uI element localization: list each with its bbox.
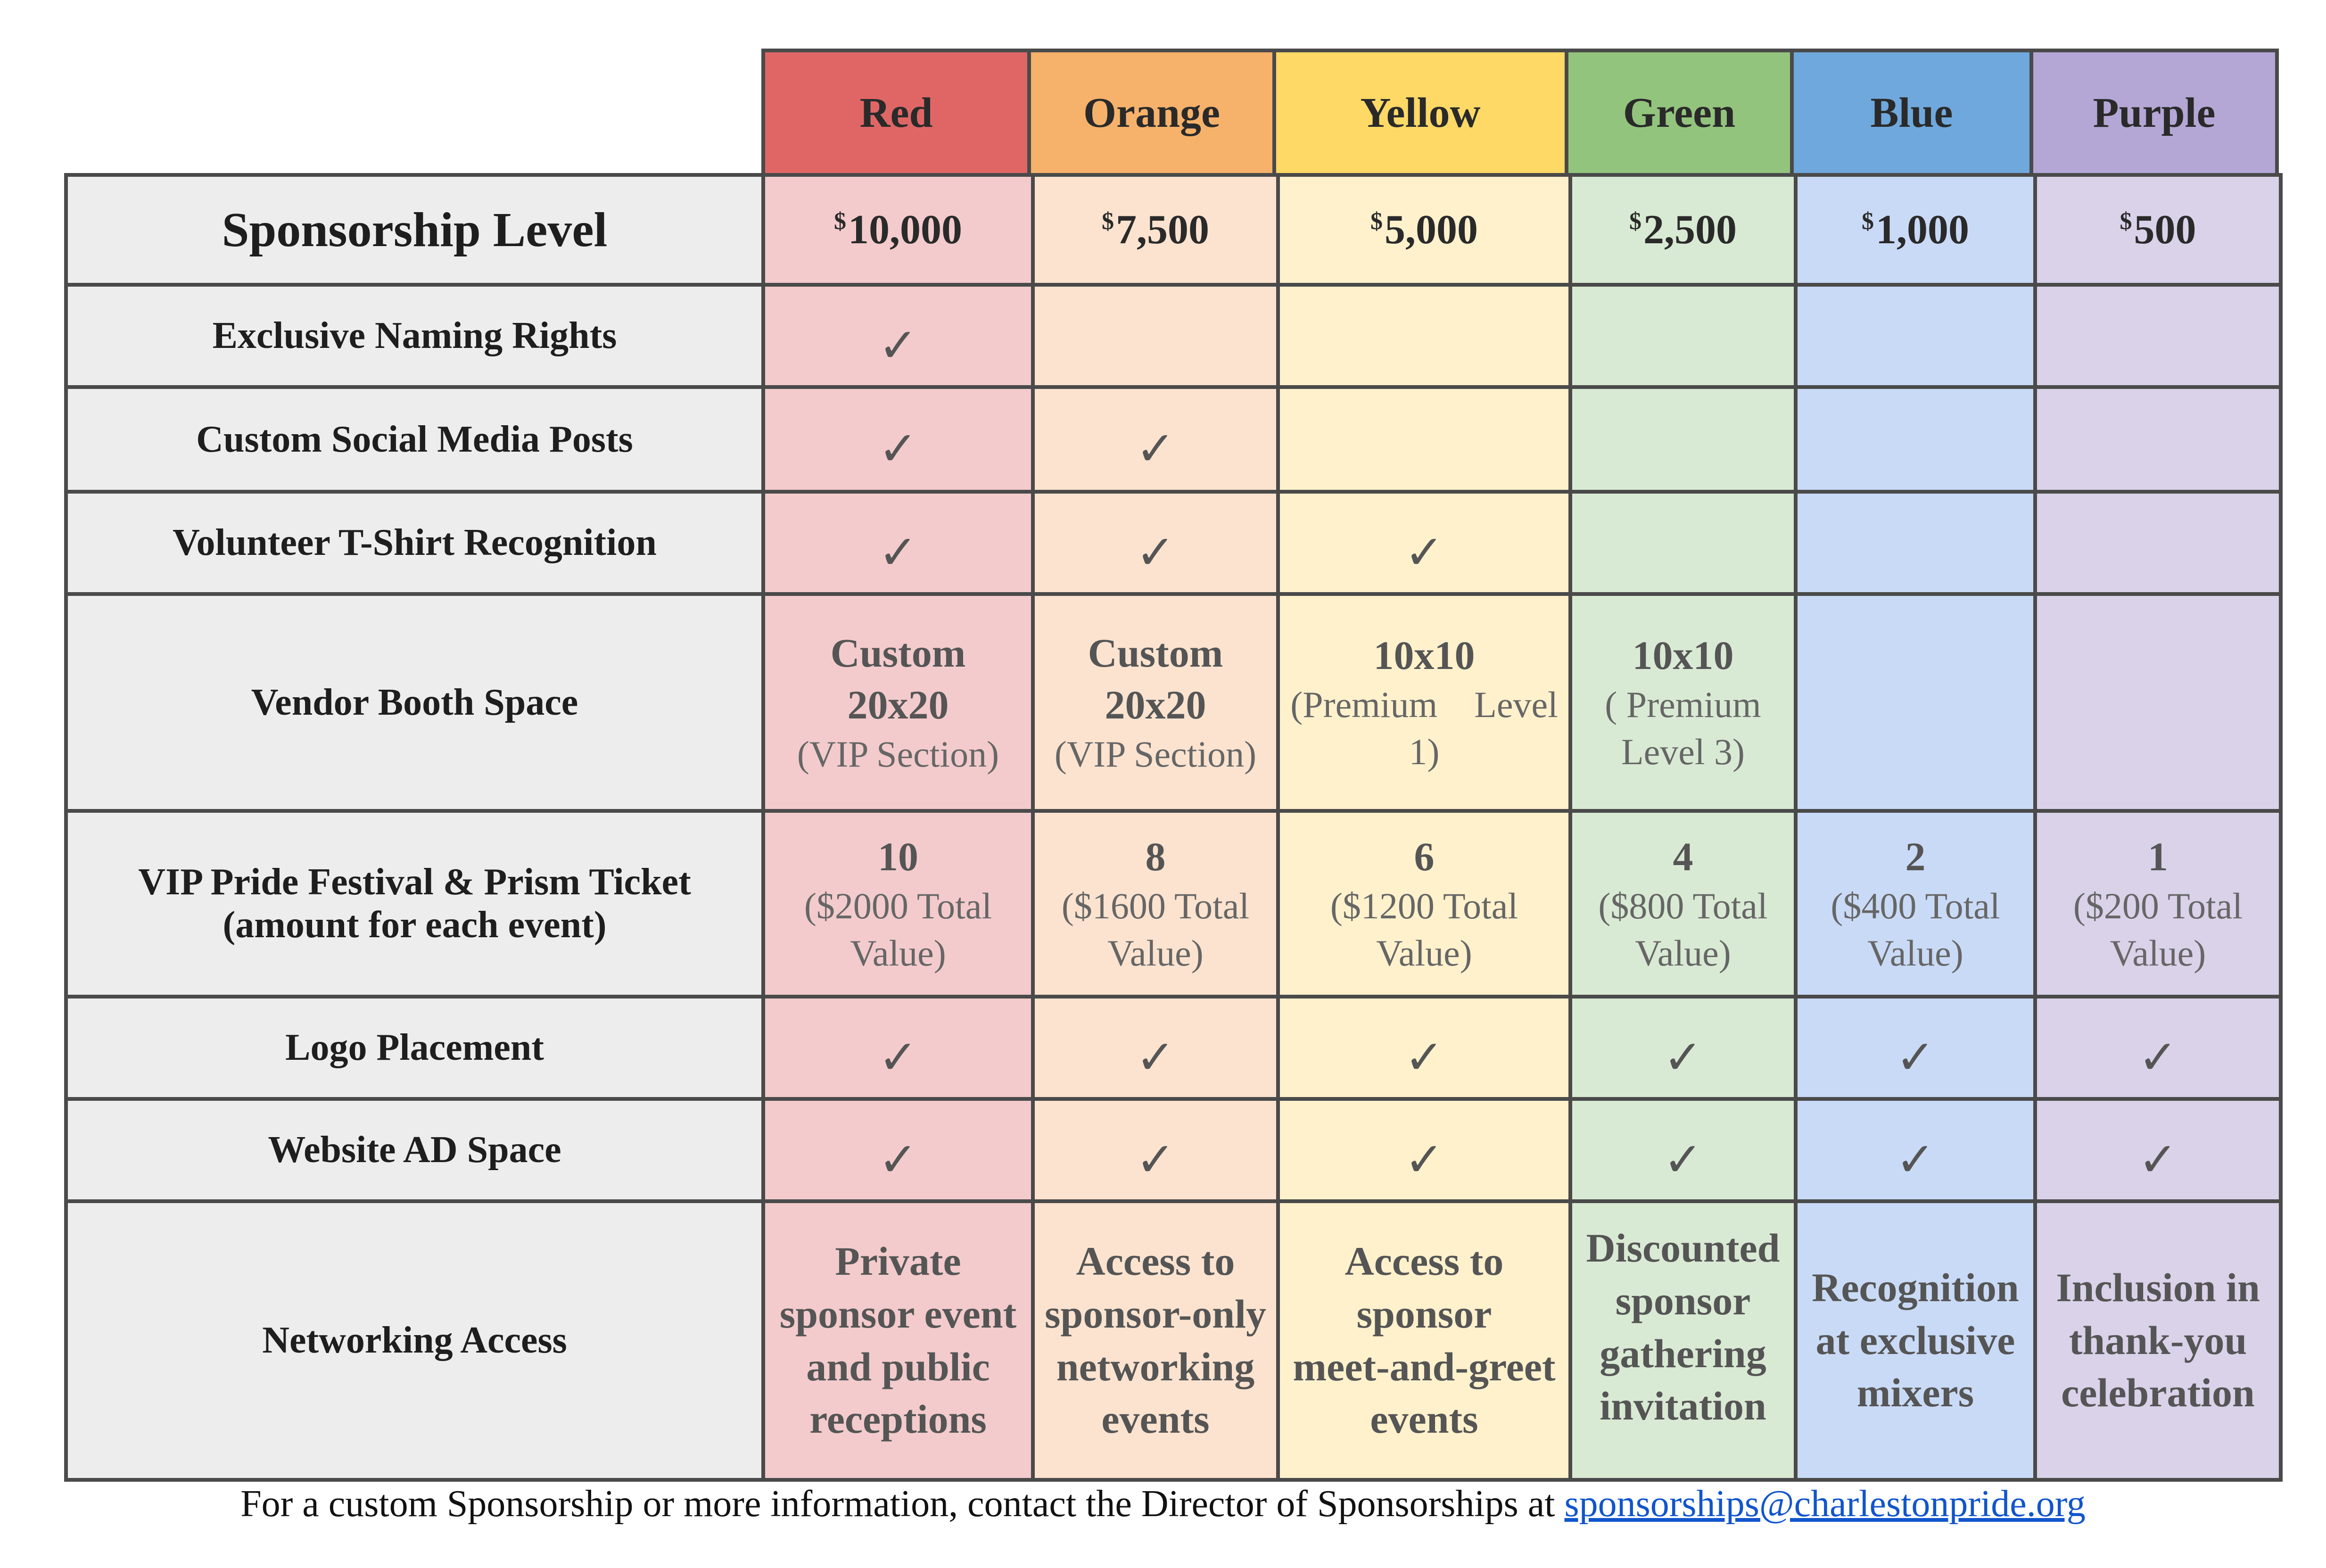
check-icon: ✓	[1404, 1029, 1444, 1085]
check-icon: ✓	[1404, 524, 1444, 580]
booth-green: 10x10 ( Premium Level 3)	[1570, 594, 1796, 811]
cell-website-purple	[2035, 1099, 2281, 1201]
cell-naming-orange	[1033, 285, 1278, 387]
cell-tshirt-red	[763, 492, 1033, 594]
check-icon: ✓	[878, 317, 918, 373]
tier-header-red: Red	[761, 49, 1031, 173]
ticket-blue: 2 ($400 Total Value)	[1796, 811, 2035, 997]
tier-header-yellow: Yellow	[1276, 49, 1568, 173]
cell-naming-purple	[2035, 285, 2281, 387]
price-purple: $500	[2035, 175, 2281, 285]
check-icon: ✓	[1136, 1029, 1175, 1085]
row-website-ad	[66, 1099, 2281, 1201]
cell-naming-blue	[1796, 285, 2035, 387]
cell-social-blue	[1796, 387, 2035, 492]
ticket-green: 4 ($800 Total Value)	[1570, 811, 1796, 997]
row-tshirt-recognition	[66, 492, 2281, 594]
price-green: $2,500	[1570, 175, 1796, 285]
row-vip-ticket	[66, 811, 2281, 997]
check-icon: ✓	[878, 1029, 918, 1085]
row-naming-rights	[66, 285, 2281, 387]
ticket-yellow: 6 ($1200 Total Value)	[1278, 811, 1570, 997]
ticket-purple: 1 ($200 Total Value)	[2035, 811, 2281, 997]
check-icon: ✓	[878, 1131, 918, 1187]
row-sponsorship-level	[66, 175, 2281, 285]
price-red: $10,000	[763, 175, 1033, 285]
cell-website-blue	[1796, 1099, 2035, 1201]
price-orange: $7,500	[1033, 175, 1278, 285]
price-blue: $1,000	[1796, 175, 2035, 285]
cell-website-yellow	[1278, 1099, 1570, 1201]
check-icon: ✓	[1136, 1131, 1175, 1187]
ticket-orange: 8 ($1600 Total Value)	[1033, 811, 1278, 997]
networking-purple: Inclusion in thank-you celebration	[2035, 1201, 2281, 1480]
check-icon: ✓	[1404, 1131, 1444, 1187]
row-label-tshirt-recognition: Volunteer T-Shirt Recognition	[66, 492, 763, 594]
contact-email-link[interactable]: sponsorships@charlestonpride.org	[1564, 1483, 2086, 1525]
check-icon: ✓	[1663, 1131, 1703, 1187]
check-icon: ✓	[2138, 1131, 2178, 1187]
row-label-vip-ticket: VIP Pride Festival & Prism Ticket (amount for each event)	[66, 811, 763, 997]
ticket-red: 10 ($2000 Total Value)	[763, 811, 1033, 997]
cell-tshirt-blue	[1796, 492, 2035, 594]
cell-logo-red	[763, 997, 1033, 1099]
booth-yellow: 10x10 (Premium Level 1)	[1278, 594, 1570, 811]
cell-social-red	[763, 387, 1033, 492]
cell-social-yellow	[1278, 387, 1570, 492]
price-yellow: $5,000	[1278, 175, 1570, 285]
networking-orange: Access to sponsor-only networking events	[1033, 1201, 1278, 1480]
networking-blue: Recognition at exclusive mixers	[1796, 1201, 2035, 1480]
footer-text: For a custom Sponsorship or more information, contact the Director of Sponsorships at	[240, 1483, 1565, 1525]
row-label-networking-access: Networking Access	[66, 1201, 763, 1480]
cell-tshirt-purple	[2035, 492, 2281, 594]
cell-website-green	[1570, 1099, 1796, 1201]
cell-naming-green	[1570, 285, 1796, 387]
cell-logo-blue	[1796, 997, 2035, 1099]
check-icon: ✓	[1896, 1029, 1935, 1085]
cell-social-purple	[2035, 387, 2281, 492]
tier-header-purple: Purple	[2033, 49, 2279, 173]
cell-naming-yellow	[1278, 285, 1570, 387]
row-label-naming-rights: Exclusive Naming Rights	[66, 285, 763, 387]
check-icon: ✓	[1136, 421, 1175, 476]
tier-header-orange: Orange	[1031, 49, 1276, 173]
cell-tshirt-green	[1570, 492, 1796, 594]
row-label-vendor-booth: Vendor Booth Space	[66, 594, 763, 811]
cell-website-red	[763, 1099, 1033, 1201]
check-icon: ✓	[1663, 1029, 1703, 1085]
networking-red: Private sponsor event and public receptions	[763, 1201, 1033, 1480]
check-icon: ✓	[2138, 1029, 2178, 1085]
networking-yellow: Access to sponsor meet-and-greet events	[1278, 1201, 1570, 1480]
networking-green: Discounted sponsor gathering invitation	[1570, 1201, 1796, 1480]
cell-logo-orange	[1033, 997, 1278, 1099]
booth-blue	[1796, 594, 2035, 811]
row-social-media	[66, 387, 2281, 492]
check-icon: ✓	[878, 524, 918, 580]
booth-orange: Custom 20x20 (VIP Section)	[1033, 594, 1278, 811]
cell-naming-red	[763, 285, 1033, 387]
cell-tshirt-yellow	[1278, 492, 1570, 594]
booth-red: Custom 20x20 (VIP Section)	[763, 594, 1033, 811]
cell-social-green	[1570, 387, 1796, 492]
footer-contact	[0, 1480, 2326, 1527]
check-icon: ✓	[1896, 1131, 1935, 1187]
cell-social-orange	[1033, 387, 1278, 492]
check-icon: ✓	[1136, 524, 1175, 580]
cell-logo-purple	[2035, 997, 2281, 1099]
cell-tshirt-orange	[1033, 492, 1278, 594]
sponsorship-table	[64, 173, 2283, 1482]
row-label-logo-placement: Logo Placement	[66, 997, 763, 1099]
row-vendor-booth	[66, 594, 2281, 811]
row-label-sponsorship-level: Sponsorship Level	[66, 175, 763, 285]
tier-header-green: Green	[1568, 49, 1794, 173]
cell-website-orange	[1033, 1099, 1278, 1201]
cell-logo-green	[1570, 997, 1796, 1099]
row-label-social-media: Custom Social Media Posts	[66, 387, 763, 492]
tier-header-blue: Blue	[1794, 49, 2033, 173]
cell-logo-yellow	[1278, 997, 1570, 1099]
row-networking-access	[66, 1201, 2281, 1480]
check-icon: ✓	[878, 421, 918, 476]
row-label-website-ad: Website AD Space	[66, 1099, 763, 1201]
booth-purple	[2035, 594, 2281, 811]
row-logo-placement	[66, 997, 2281, 1099]
